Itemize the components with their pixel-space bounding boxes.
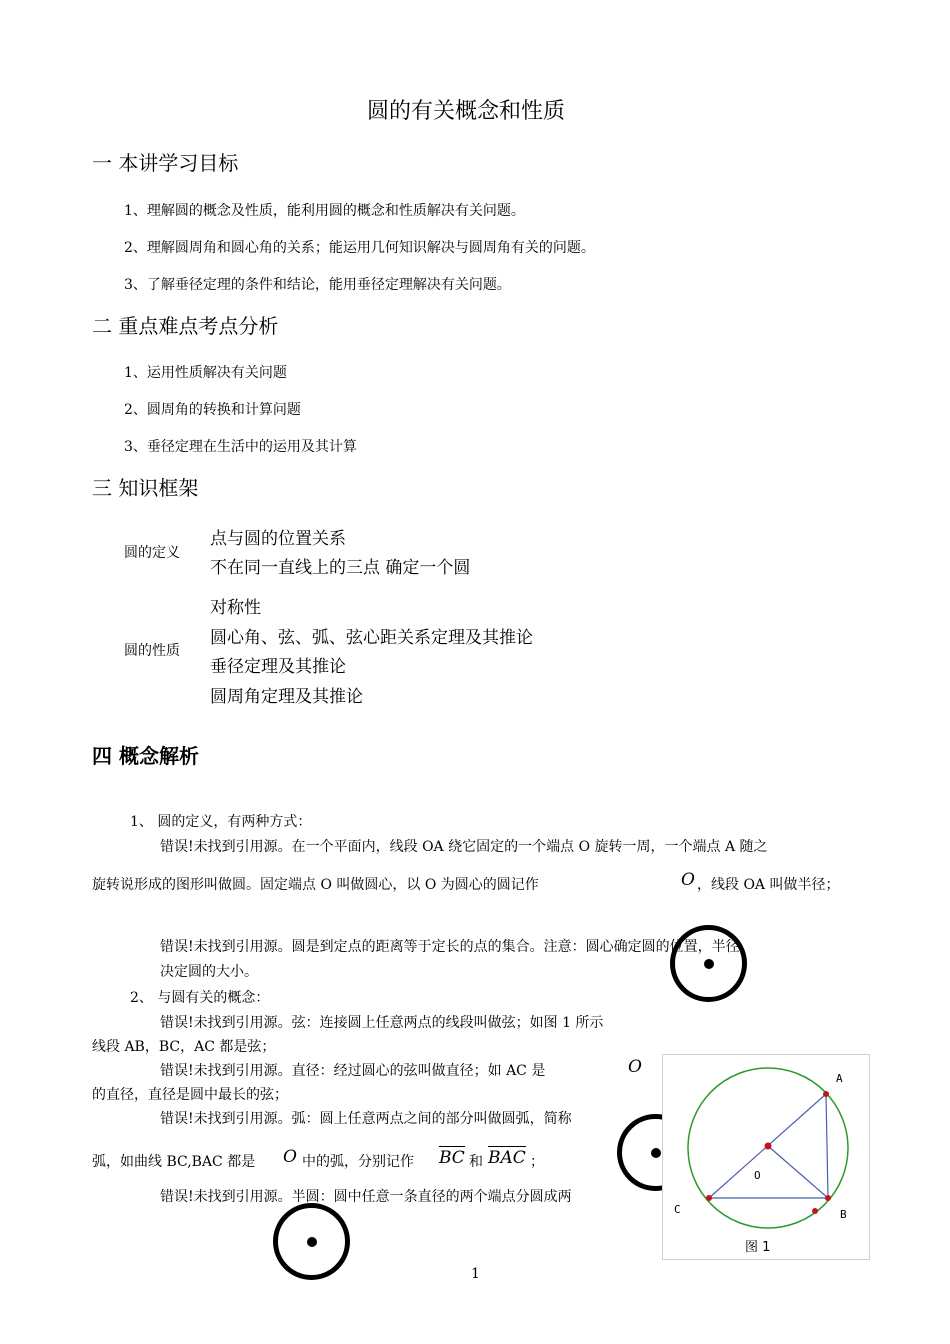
center-dot-icon	[307, 1237, 317, 1247]
paragraph-line: 错误!未找到引用源。半圆：圆中任意一条直径的两个端点分圆成两	[160, 1189, 572, 1205]
framework-label-definition: 圆的定义	[124, 545, 180, 561]
circle-symbol: O	[283, 1147, 297, 1167]
point-a	[823, 1091, 829, 1097]
list-item: 2、理解圆周角和圆心角的关系；能运用几何知识解决与圆周角有关的问题。	[124, 240, 595, 256]
framework-label-properties: 圆的性质	[124, 643, 180, 659]
paragraph-line: ，线段 OA 叫做半径；	[697, 877, 840, 893]
list-item: 3、了解垂径定理的条件和结论，能用垂径定理解决有关问题。	[124, 277, 511, 293]
list-item: 3、垂径定理在生活中的运用及其计算	[124, 439, 357, 455]
circle-dot-symbol	[273, 1203, 350, 1280]
paragraph-line: 2、 与圆有关的概念：	[130, 990, 270, 1006]
list-item: 1、理解圆的概念及性质，能利用圆的概念和性质解决有关问题。	[124, 203, 525, 219]
paragraph-line: 线段 AB，BC，AC 都是弦；	[92, 1039, 276, 1055]
radius-ob	[768, 1146, 828, 1198]
point-b	[825, 1195, 831, 1201]
list-item: 2、圆周角的转换和计算问题	[124, 402, 301, 418]
figure-caption: 图 1	[745, 1240, 771, 1255]
center-dot-icon	[704, 959, 714, 969]
center-dot-icon	[651, 1148, 661, 1158]
label-c: C	[674, 1203, 681, 1216]
paragraph-line: 弧，如曲线 BC,BAC 都是	[92, 1154, 256, 1170]
paragraph-line: 错误!未找到引用源。在一个平面内，线段 OA 绕它固定的一个端点 O 旋转一周，一个端点 A 随之	[160, 839, 768, 855]
circle-symbol: O	[628, 1057, 642, 1077]
point-o	[765, 1143, 772, 1150]
circle-dot-symbol	[670, 925, 747, 1002]
page-number: 1	[471, 1266, 480, 1282]
label-b: B	[840, 1208, 847, 1221]
label-o: O	[754, 1169, 761, 1182]
paragraph-line: 和	[469, 1154, 483, 1170]
paragraph-line: 决定圆的大小。	[160, 964, 258, 980]
paragraph-line: 错误!未找到引用源。圆是到定点的距离等于定长的点的集合。注意：圆心确定圆的位置，半径	[160, 939, 740, 955]
section-heading-4: 四 概念解析	[92, 744, 199, 768]
point-c	[706, 1195, 712, 1201]
paragraph-line: ；	[530, 1154, 544, 1170]
paragraph-line: 旋转说形成的图形叫做圆。固定端点 O 叫做圆心，以 O 为圆心的圆记作	[92, 877, 539, 893]
framework-item: 圆心角、弦、弧、弦心距关系定理及其推论	[210, 628, 533, 648]
figure-1	[662, 1054, 870, 1260]
section-heading-1: 一 本讲学习目标	[92, 151, 239, 175]
framework-item: 圆周角定理及其推论	[210, 687, 363, 707]
point-extra	[812, 1208, 818, 1214]
section-heading-3: 三 知识框架	[92, 476, 199, 500]
circle-symbol: O	[681, 870, 695, 890]
paragraph-line: 错误!未找到引用源。弧：圆上任意两点之间的部分叫做圆弧，简称	[160, 1111, 572, 1127]
paragraph-line: 错误!未找到引用源。直径：经过圆心的弦叫做直径；如 AC 是	[160, 1063, 546, 1079]
paragraph-line: 的直径，直径是圆中最长的弦；	[92, 1087, 288, 1103]
arc-notation-bc: BC	[439, 1148, 465, 1168]
page-title: 圆的有关概念和性质	[367, 99, 566, 124]
paragraph-line: 错误!未找到引用源。弦：连接圆上任意两点的线段叫做弦；如图 1 所示	[160, 1015, 604, 1031]
framework-item: 不在同一直线上的三点 确定一个圆	[210, 558, 471, 578]
label-a: A	[836, 1072, 843, 1085]
paragraph-line: 中的弧，分别记作	[302, 1154, 414, 1170]
chord-ab	[826, 1094, 828, 1198]
arc-notation-bac: BAC	[488, 1148, 526, 1168]
framework-item: 垂径定理及其推论	[210, 657, 346, 677]
framework-item: 对称性	[210, 598, 261, 618]
framework-item: 点与圆的位置关系	[210, 529, 346, 549]
circle-diagram	[663, 1055, 869, 1259]
paragraph-line: 1、 圆的定义，有两种方式：	[130, 814, 312, 830]
section-heading-2: 二 重点难点考点分析	[92, 314, 279, 338]
list-item: 1、运用性质解决有关问题	[124, 365, 287, 381]
